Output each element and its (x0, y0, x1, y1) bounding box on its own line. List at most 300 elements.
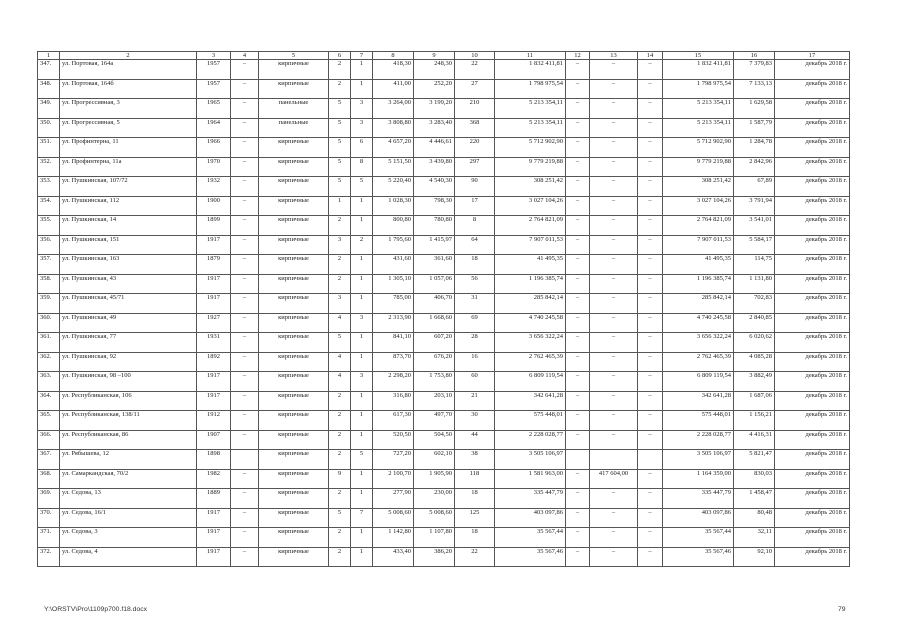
cell-cost-total: 1 798 975,54 (495, 79, 566, 99)
cell-cost-per-sqm: 1 687,06 (734, 391, 775, 411)
cell-cost-per-sqm: 114,75 (734, 255, 775, 275)
cell-col-13: – (590, 372, 638, 392)
cell-wall-material: кирпичные (259, 352, 329, 372)
cell-cost-balance: 1 798 975,54 (663, 79, 734, 99)
cell-col-14: – (638, 547, 663, 567)
cell-deadline: декабрь 2018 г. (775, 528, 850, 548)
cell-deadline: декабрь 2018 г. (775, 60, 850, 80)
cell-wall-material: кирпичные (259, 216, 329, 236)
cell-residents: 220 (455, 138, 495, 158)
cell-col-13: – (590, 352, 638, 372)
cell-address: ул. Пушкинская, 112 (60, 196, 197, 216)
cell-floors: 3 (329, 235, 351, 255)
cell-living-area: 3 283,40 (414, 118, 455, 138)
cell-living-area: 203,10 (414, 391, 455, 411)
cell-row-number: 356. (38, 235, 60, 255)
cell-floors: 1 (329, 196, 351, 216)
cell-total-area: 5 220,40 (373, 177, 414, 197)
cell-residents: 69 (455, 313, 495, 333)
cell-cost-balance: 7 907 011,53 (663, 235, 734, 255)
cell-col-12: – (566, 489, 590, 509)
cell-entrances: 1 (351, 196, 373, 216)
cell-row-number: 354. (38, 196, 60, 216)
cell-row-number: 370. (38, 508, 60, 528)
cell-address: ул. Пушкинская, 77 (60, 333, 197, 353)
cell-address: ул. Пушкинская, 107/72 (60, 177, 197, 197)
cell-cost-balance: 6 809 119,54 (663, 372, 734, 392)
cell-year-built: 1917 (197, 372, 231, 392)
cell-floors: 2 (329, 274, 351, 294)
cell-deadline: декабрь 2018 г. (775, 255, 850, 275)
cell-cost-per-sqm: 92,10 (734, 547, 775, 567)
cell-deadline: декабрь 2018 г. (775, 391, 850, 411)
cell-living-area: 798,30 (414, 196, 455, 216)
table-row (38, 508, 850, 528)
cell-col-14: – (638, 99, 663, 119)
cell-wall-material: кирпичные (259, 469, 329, 489)
cell-cost-per-sqm: 7 133,13 (734, 79, 775, 99)
cell-address: ул. Портовая, 164а (60, 60, 197, 80)
cell-col-14: – (638, 469, 663, 489)
cell-cost-per-sqm: 5 584,17 (734, 235, 775, 255)
cell-floors: 4 (329, 352, 351, 372)
cell-row-number: 355. (38, 216, 60, 236)
cell-residents: 125 (455, 508, 495, 528)
table-row (38, 60, 850, 80)
cell-cost-per-sqm: 3 541,01 (734, 216, 775, 236)
cell-cost-balance: 1 196 385,74 (663, 274, 734, 294)
cell-deadline: декабрь 2018 г. (775, 274, 850, 294)
cell-floors: 5 (329, 118, 351, 138)
cell-living-area: 497,70 (414, 411, 455, 431)
column-number-header: 17 (775, 52, 850, 60)
cell-entrances: 8 (351, 157, 373, 177)
cell-col-14: – (638, 489, 663, 509)
column-number-header: 7 (351, 52, 373, 60)
cell-address: ул. Республиканская, 86 (60, 430, 197, 450)
cell-cost-per-sqm: 3 882,49 (734, 372, 775, 392)
cell-wall-material: кирпичные (259, 508, 329, 528)
cell-address: ул. Пушкинская, 14 (60, 216, 197, 236)
cell-col-13: – (590, 216, 638, 236)
column-number-header: 16 (734, 52, 775, 60)
cell-year-built: 1970 (197, 157, 231, 177)
cell-entrances: 1 (351, 333, 373, 353)
cell-row-number: 365. (38, 411, 60, 431)
cell-cost-per-sqm: 1 131,80 (734, 274, 775, 294)
cell-col-14: – (638, 352, 663, 372)
cell-deadline: декабрь 2018 г. (775, 138, 850, 158)
table-row (38, 333, 850, 353)
cell-cost-balance: 285 842,14 (663, 294, 734, 314)
cell-floors: 9 (329, 469, 351, 489)
cell-floors: 3 (329, 294, 351, 314)
cell-entrances: 1 (351, 411, 373, 431)
cell-col-12: – (566, 235, 590, 255)
cell-entrances: 1 (351, 430, 373, 450)
cell-cost-balance: 5 213 354,11 (663, 99, 734, 119)
cell-residents: 56 (455, 274, 495, 294)
cell-total-area: 3 808,80 (373, 118, 414, 138)
document-path: Y:\ORSTV\Pro\1109p700.f18.docx (44, 606, 148, 613)
cell-col-12: – (566, 274, 590, 294)
cell-wall-material: кирпичные (259, 274, 329, 294)
cell-col-13: – (590, 177, 638, 197)
cell-col-13: – (590, 430, 638, 450)
cell-year-built: 1879 (197, 255, 231, 275)
cell-cost-total: 342 641,28 (495, 391, 566, 411)
cell-cost-total: 403 097,86 (495, 508, 566, 528)
cell-wall-material: кирпичные (259, 138, 329, 158)
cell-residents: 22 (455, 547, 495, 567)
cell-entrances: 1 (351, 528, 373, 548)
cell-total-area: 1 142,80 (373, 528, 414, 548)
cell-year-built: 1917 (197, 508, 231, 528)
cell-cost-total: 6 809 119,54 (495, 372, 566, 392)
column-number-header: 2 (60, 52, 197, 60)
cell-entrances: 1 (351, 216, 373, 236)
cell-total-area: 1 795,60 (373, 235, 414, 255)
cell-residents: 17 (455, 196, 495, 216)
cell-col-12: – (566, 157, 590, 177)
cell-floors: 2 (329, 528, 351, 548)
cell-col-4: – (231, 60, 259, 80)
cell-wall-material: кирпичные (259, 528, 329, 548)
cell-deadline: декабрь 2018 г. (775, 430, 850, 450)
cell-cost-balance: 342 641,28 (663, 391, 734, 411)
cell-residents: 210 (455, 99, 495, 119)
cell-floors: 2 (329, 216, 351, 236)
cell-cost-per-sqm: 5 821,47 (734, 450, 775, 470)
table-row (38, 177, 850, 197)
cell-wall-material: кирпичные (259, 157, 329, 177)
cell-wall-material: кирпичные (259, 547, 329, 567)
cell-col-4: – (231, 372, 259, 392)
cell-living-area: 607,20 (414, 333, 455, 353)
cell-cost-balance: 3 505 106,97 (663, 450, 734, 470)
column-number-header: 9 (414, 52, 455, 60)
cell-residents: 90 (455, 177, 495, 197)
cell-entrances: 1 (351, 274, 373, 294)
cell-total-area: 5 008,60 (373, 508, 414, 528)
cell-address: ул. Пушкинская, 45/71 (60, 294, 197, 314)
cell-wall-material: кирпичные (259, 391, 329, 411)
cell-row-number: 349. (38, 99, 60, 119)
cell-deadline: декабрь 2018 г. (775, 547, 850, 567)
cell-total-area: 1 305,10 (373, 274, 414, 294)
column-number-header: 14 (638, 52, 663, 60)
page-number: 79 (838, 606, 846, 613)
cell-total-area: 800,80 (373, 216, 414, 236)
cell-year-built: 1899 (197, 216, 231, 236)
cell-living-area: 1 107,80 (414, 528, 455, 548)
cell-cost-total: 2 764 821,09 (495, 216, 566, 236)
cell-col-12: – (566, 60, 590, 80)
cell-row-number: 348. (38, 79, 60, 99)
table-row (38, 547, 850, 567)
column-number-header: 13 (590, 52, 638, 60)
cell-entrances: 3 (351, 313, 373, 333)
cell-col-4: – (231, 528, 259, 548)
cell-year-built: 1917 (197, 235, 231, 255)
cell-living-area: 1 905,90 (414, 469, 455, 489)
cell-row-number: 367. (38, 450, 60, 470)
cell-col-14: – (638, 391, 663, 411)
cell-wall-material: кирпичные (259, 177, 329, 197)
cell-col-4: – (231, 118, 259, 138)
table-row (38, 469, 850, 489)
cell-row-number: 361. (38, 333, 60, 353)
cell-col-4: – (231, 196, 259, 216)
cell-wall-material: кирпичные (259, 60, 329, 80)
cell-year-built: 1964 (197, 118, 231, 138)
cell-col-4: – (231, 255, 259, 275)
table-row (38, 79, 850, 99)
cell-address: ул. Профинтерна, 11а (60, 157, 197, 177)
cell-col-4: – (231, 352, 259, 372)
cell-residents: 38 (455, 450, 495, 470)
cell-col-12: – (566, 216, 590, 236)
cell-col-13: – (590, 547, 638, 567)
cell-living-area: 4 540,30 (414, 177, 455, 197)
table-row (38, 196, 850, 216)
cell-col-12: – (566, 79, 590, 99)
cell-address: ул. Седова, 4 (60, 547, 197, 567)
cell-cost-balance: 3 656 322,24 (663, 333, 734, 353)
cell-deadline: декабрь 2018 г. (775, 450, 850, 470)
cell-floors: 2 (329, 391, 351, 411)
table-row (38, 235, 850, 255)
cell-cost-total: 1 832 411,81 (495, 60, 566, 80)
cell-cost-per-sqm: 1 629,58 (734, 99, 775, 119)
cell-cost-per-sqm: 4 416,31 (734, 430, 775, 450)
cell-address: ул. Профинтерна, 11 (60, 138, 197, 158)
cell-col-4: – (231, 489, 259, 509)
cell-cost-total: 3 027 104,26 (495, 196, 566, 216)
cell-row-number: 369. (38, 489, 60, 509)
cell-total-area: 4 657,20 (373, 138, 414, 158)
cell-residents: 60 (455, 372, 495, 392)
cell-col-13: – (590, 118, 638, 138)
cell-col-14: – (638, 255, 663, 275)
cell-cost-total: 3 656 322,24 (495, 333, 566, 353)
cell-floors: 2 (329, 79, 351, 99)
column-number-header: 4 (231, 52, 259, 60)
cell-year-built: 1912 (197, 411, 231, 431)
cell-col-13: – (590, 79, 638, 99)
cell-residents: 27 (455, 79, 495, 99)
cell-total-area: 873,70 (373, 352, 414, 372)
cell-col-4: – (231, 333, 259, 353)
cell-total-area: 785,00 (373, 294, 414, 314)
cell-cost-per-sqm: 830,03 (734, 469, 775, 489)
cell-col-14: – (638, 138, 663, 158)
cell-col-12 (566, 450, 590, 470)
cell-cost-total: 9 779 219,88 (495, 157, 566, 177)
cell-row-number: 347. (38, 60, 60, 80)
cell-living-area: 5 008,60 (414, 508, 455, 528)
table-row (38, 294, 850, 314)
cell-cost-per-sqm: 2 840,85 (734, 313, 775, 333)
cell-cost-total: 335 447,79 (495, 489, 566, 509)
cell-total-area: 727,20 (373, 450, 414, 470)
cell-col-12: – (566, 352, 590, 372)
cell-row-number: 366. (38, 430, 60, 450)
cell-floors: 5 (329, 138, 351, 158)
cell-col-14: – (638, 294, 663, 314)
cell-col-13: – (590, 196, 638, 216)
cell-col-13: – (590, 60, 638, 80)
table-row (38, 391, 850, 411)
table-row (38, 99, 850, 119)
cell-col-4 (231, 450, 259, 470)
cell-residents: 22 (455, 60, 495, 80)
cell-floors: 5 (329, 333, 351, 353)
cell-col-14: – (638, 235, 663, 255)
cell-entrances: 3 (351, 99, 373, 119)
cell-col-4: – (231, 391, 259, 411)
cell-deadline: декабрь 2018 г. (775, 99, 850, 119)
cell-col-14: – (638, 177, 663, 197)
table-row (38, 372, 850, 392)
cell-floors: 4 (329, 372, 351, 392)
cell-floors: 2 (329, 60, 351, 80)
cell-address: ул. Пушкинская, 163 (60, 255, 197, 275)
table-row (38, 489, 850, 509)
cell-col-14: – (638, 118, 663, 138)
cell-col-12: – (566, 177, 590, 197)
cell-col-14: – (638, 274, 663, 294)
cell-col-13: – (590, 333, 638, 353)
cell-col-13: – (590, 391, 638, 411)
cell-year-built: 1957 (197, 79, 231, 99)
cell-deadline: декабрь 2018 г. (775, 235, 850, 255)
column-number-header: 12 (566, 52, 590, 60)
cell-col-12: – (566, 138, 590, 158)
cell-address: ул. Пушкинская, 49 (60, 313, 197, 333)
cell-col-12: – (566, 547, 590, 567)
cell-living-area: 4 446,61 (414, 138, 455, 158)
cell-year-built: 1907 (197, 430, 231, 450)
cell-year-built: 1957 (197, 60, 231, 80)
cell-address: ул. Рябышева, 12 (60, 450, 197, 470)
cell-cost-total: 3 505 106,97 (495, 450, 566, 470)
cell-col-13: 417 604,00 (590, 469, 638, 489)
cell-year-built: 1917 (197, 528, 231, 548)
cell-wall-material: кирпичные (259, 79, 329, 99)
cell-cost-balance: 1 164 359,00 (663, 469, 734, 489)
table-row (38, 352, 850, 372)
cell-col-14: – (638, 79, 663, 99)
table-row (38, 411, 850, 431)
cell-col-4: – (231, 547, 259, 567)
cell-total-area: 316,80 (373, 391, 414, 411)
table-row (38, 430, 850, 450)
cell-entrances: 1 (351, 547, 373, 567)
cell-floors: 2 (329, 489, 351, 509)
cell-col-13: – (590, 508, 638, 528)
cell-col-12: – (566, 99, 590, 119)
cell-cost-balance: 35 567,46 (663, 547, 734, 567)
cell-col-4: – (231, 294, 259, 314)
cell-row-number: 359. (38, 294, 60, 314)
cell-col-12: – (566, 411, 590, 431)
table-row (38, 216, 850, 236)
column-number-header: 6 (329, 52, 351, 60)
cell-wall-material: кирпичные (259, 489, 329, 509)
cell-residents: 31 (455, 294, 495, 314)
cell-row-number: 350. (38, 118, 60, 138)
cell-row-number: 364. (38, 391, 60, 411)
cell-row-number: 363. (38, 372, 60, 392)
cell-residents: 368 (455, 118, 495, 138)
cell-cost-balance: 1 832 411,81 (663, 60, 734, 80)
cell-deadline: декабрь 2018 г. (775, 508, 850, 528)
column-number-header: 8 (373, 52, 414, 60)
cell-entrances: 1 (351, 391, 373, 411)
cell-deadline: декабрь 2018 г. (775, 352, 850, 372)
cell-wall-material: кирпичные (259, 333, 329, 353)
cell-col-4: – (231, 508, 259, 528)
cell-col-13 (590, 450, 638, 470)
cell-residents: 18 (455, 528, 495, 548)
cell-year-built: 1931 (197, 333, 231, 353)
cell-living-area: 676,20 (414, 352, 455, 372)
cell-col-12: – (566, 508, 590, 528)
cell-entrances: 1 (351, 79, 373, 99)
table-row (38, 157, 850, 177)
cell-residents: 8 (455, 216, 495, 236)
cell-cost-balance: 41 495,35 (663, 255, 734, 275)
cell-cost-total: 35 567,44 (495, 528, 566, 548)
cell-col-12: – (566, 196, 590, 216)
cell-col-12: – (566, 430, 590, 450)
cell-year-built: 1889 (197, 489, 231, 509)
cell-cost-balance: 2 764 821,09 (663, 216, 734, 236)
cell-year-built: 1982 (197, 469, 231, 489)
cell-deadline: декабрь 2018 г. (775, 333, 850, 353)
cell-col-12: – (566, 372, 590, 392)
cell-floors: 5 (329, 508, 351, 528)
cell-cost-total: 575 448,01 (495, 411, 566, 431)
column-number-header: 10 (455, 52, 495, 60)
cell-wall-material: кирпичные (259, 430, 329, 450)
cell-col-12: – (566, 294, 590, 314)
cell-deadline: декабрь 2018 г. (775, 469, 850, 489)
cell-year-built: 1900 (197, 196, 231, 216)
cell-living-area: 248,30 (414, 60, 455, 80)
cell-cost-total: 5 712 902,90 (495, 138, 566, 158)
cell-living-area: 386,20 (414, 547, 455, 567)
cell-col-14: – (638, 528, 663, 548)
cell-col-13: – (590, 313, 638, 333)
cell-col-12: – (566, 255, 590, 275)
housing-register-table (37, 51, 850, 567)
cell-col-14: – (638, 508, 663, 528)
cell-floors: 5 (329, 99, 351, 119)
cell-living-area: 1 753,80 (414, 372, 455, 392)
cell-living-area: 780,80 (414, 216, 455, 236)
cell-row-number: 353. (38, 177, 60, 197)
cell-cost-balance: 35 567,44 (663, 528, 734, 548)
table-row (38, 118, 850, 138)
cell-year-built: 1966 (197, 138, 231, 158)
cell-wall-material: кирпичные (259, 372, 329, 392)
column-number-header: 3 (197, 52, 231, 60)
cell-address: ул. Прогрессивная, 3 (60, 99, 197, 119)
cell-col-13: – (590, 235, 638, 255)
cell-row-number: 358. (38, 274, 60, 294)
